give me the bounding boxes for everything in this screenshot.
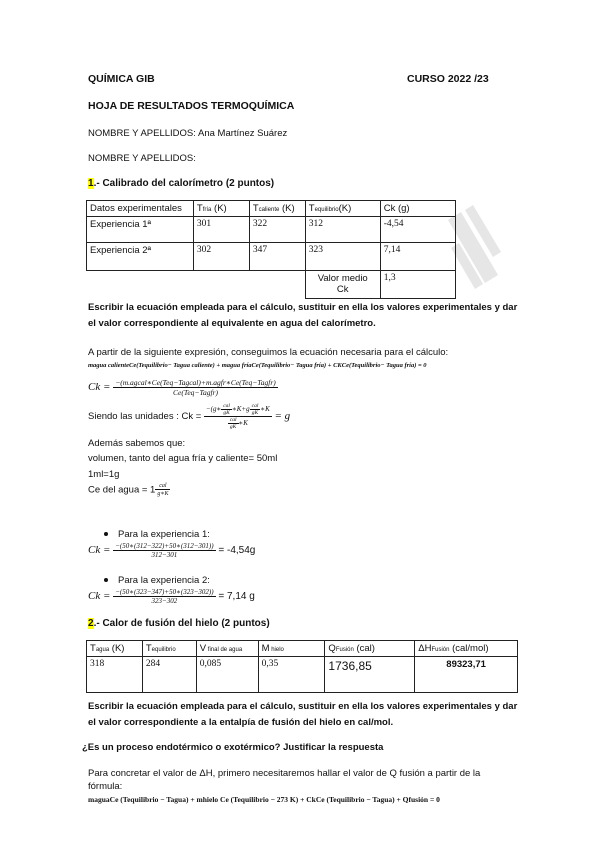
mean-label-cell: Valor medio Ck	[305, 271, 380, 299]
header-cell: Tfría (K)	[193, 201, 249, 217]
table-cell: 7,14	[380, 243, 455, 271]
header-cell: Datos experimentales	[87, 201, 194, 217]
table-cell: Experiencia 2ª	[87, 243, 194, 271]
header-cell: V final de agua	[196, 641, 258, 657]
calibration-table	[86, 200, 518, 299]
note-line: Además sabemos que:	[88, 438, 186, 449]
note-line: volumen, tanto del agua fría y caliente= 50ml	[88, 453, 278, 464]
exp2-formula: Ck = $\frac{-(50∗(323-347)+50∗(323-302))}{323-302}$ = 7,14 g	[88, 588, 255, 605]
note-line: 1ml=1g	[88, 469, 120, 480]
intro-text: A partir de la siguiente expresión, conseguimos la ecuación necesaria para el cálculo:	[88, 347, 449, 358]
table-cell: 284	[142, 657, 196, 693]
table-row	[87, 271, 519, 299]
table-row	[87, 243, 519, 271]
table-cell: 347	[249, 243, 305, 271]
empty-cell	[455, 201, 518, 217]
table-cell: 302	[193, 243, 249, 271]
header-cell: Tagua (K)	[87, 641, 143, 657]
header-cell: QFusión (cal)	[325, 641, 415, 657]
table-cell: 0,35	[258, 657, 325, 693]
section-1-heading	[88, 178, 274, 189]
section-2-title: .- Calor de fusión del hielo (2 puntos)	[93, 618, 270, 629]
table-header-row	[87, 201, 519, 217]
table-cell: 89323,71	[415, 657, 518, 693]
bullet-icon	[104, 532, 108, 536]
table-header-row	[87, 641, 518, 657]
table-cell: 301	[193, 217, 249, 243]
section-1-number: 1	[88, 178, 94, 189]
question-line: ¿Es un proceso endotérmico o exotérmico? Justificar la respuesta	[82, 742, 384, 753]
ck-formula: Ck = $\frac{\text{−(m.agcal∗Ce(Teq−Tagcal)+m.agfr∗Ce(Teq−Tagfr)}}{\text{Ce(Teq−Tagfr)}}$	[88, 378, 276, 397]
table-cell: 312	[305, 217, 380, 243]
bullet-icon	[104, 578, 108, 582]
list-item: Para la experiencia 1:	[104, 529, 210, 540]
paragraph-line: fórmula:	[88, 781, 123, 792]
paragraph-line: Para concretar el valor de ΔH, primero necesitaremos hallar el valor de Q fusión a partir de la	[88, 768, 481, 779]
header-cell: Tequilibrio(K)	[305, 201, 380, 217]
mean-value-cell: 1,3	[380, 271, 455, 299]
fusion-table	[86, 640, 518, 693]
instruction-line: Escribir la ecuación empleada para el cálculo, sustituir en ella los valores experimentales y dar	[88, 302, 518, 313]
section-2-number: 2	[88, 618, 94, 629]
subject-label: QUÍMICA GIB	[88, 73, 155, 85]
table-cell: Experiencia 1ª	[87, 217, 194, 243]
page-title: HOJA DE RESULTADOS TERMOQUÍMICA	[88, 100, 295, 112]
list-item: Para la experiencia 2:	[104, 575, 210, 586]
exp1-formula: Ck = $\frac{-(50∗(312-322)+50∗(312-301))}{312-301}$ = -4,54g	[88, 542, 256, 559]
fusion-formula: maguaCe (Tequilibrio − Tagua) + mhielo Ce (Tequilibrio − 273 K) + CkCe (Tequilibrio − Tagua) + Qfusión = 0	[88, 795, 440, 804]
ce-line: Ce del agua = 1 $\frac{\text{cal}}{g∗K}$	[88, 483, 169, 497]
instruction-line: el valor correspondiente a la entalpía de fusión del hielo en cal/mol.	[88, 717, 394, 728]
course-label: CURSO 2022 /23	[407, 73, 489, 85]
header-cell: Ck (g)	[380, 201, 455, 217]
instruction-line: el valor correspondiente al equivalente en agua del calorímetro.	[88, 318, 376, 329]
units-formula: Siendo las unidades : Ck = −(g∗ $\frac{\text{cal}}{gK}$ ∗K+g $\frac{\text{cal}}{gK}$ ∗K $\frac{\text{cal}}{gK}$ ∗K = g	[88, 403, 291, 430]
header-cell: Tcaliente (K)	[249, 201, 305, 217]
instruction-line: Escribir la ecuación empleada para el cálculo, sustituir en ella los valores experimentales y dar	[88, 701, 518, 712]
table-cell: 323	[305, 243, 380, 271]
header-cell: Tequilibrio	[142, 641, 196, 657]
table-cell: 1736,85	[325, 657, 415, 693]
section-2-heading	[88, 618, 270, 629]
table-cell: 0,085	[196, 657, 258, 693]
name-field-1: NOMBRE Y APELLIDOS: Ana Martínez Suárez	[88, 128, 288, 139]
table-row	[87, 657, 518, 693]
table-row	[87, 217, 519, 243]
header-cell: ΔHFusión (cal/mol)	[415, 641, 518, 657]
table-cell: 318	[87, 657, 143, 693]
name-field-2: NOMBRE Y APELLIDOS:	[88, 153, 196, 164]
energy-balance-equation: magua calienteCe(Tequilibrio− Tagua caliente) + magua fríaCe(Tequilibrio− Tagua fría) + CKCe(Tequilibrio− Tagua fría) = 0	[88, 362, 427, 369]
header-cell: M hielo	[258, 641, 325, 657]
table-cell: -4,54	[380, 217, 455, 243]
section-1-title: .- Calibrado del calorímetro (2 puntos)	[93, 178, 275, 189]
table-cell: 322	[249, 217, 305, 243]
